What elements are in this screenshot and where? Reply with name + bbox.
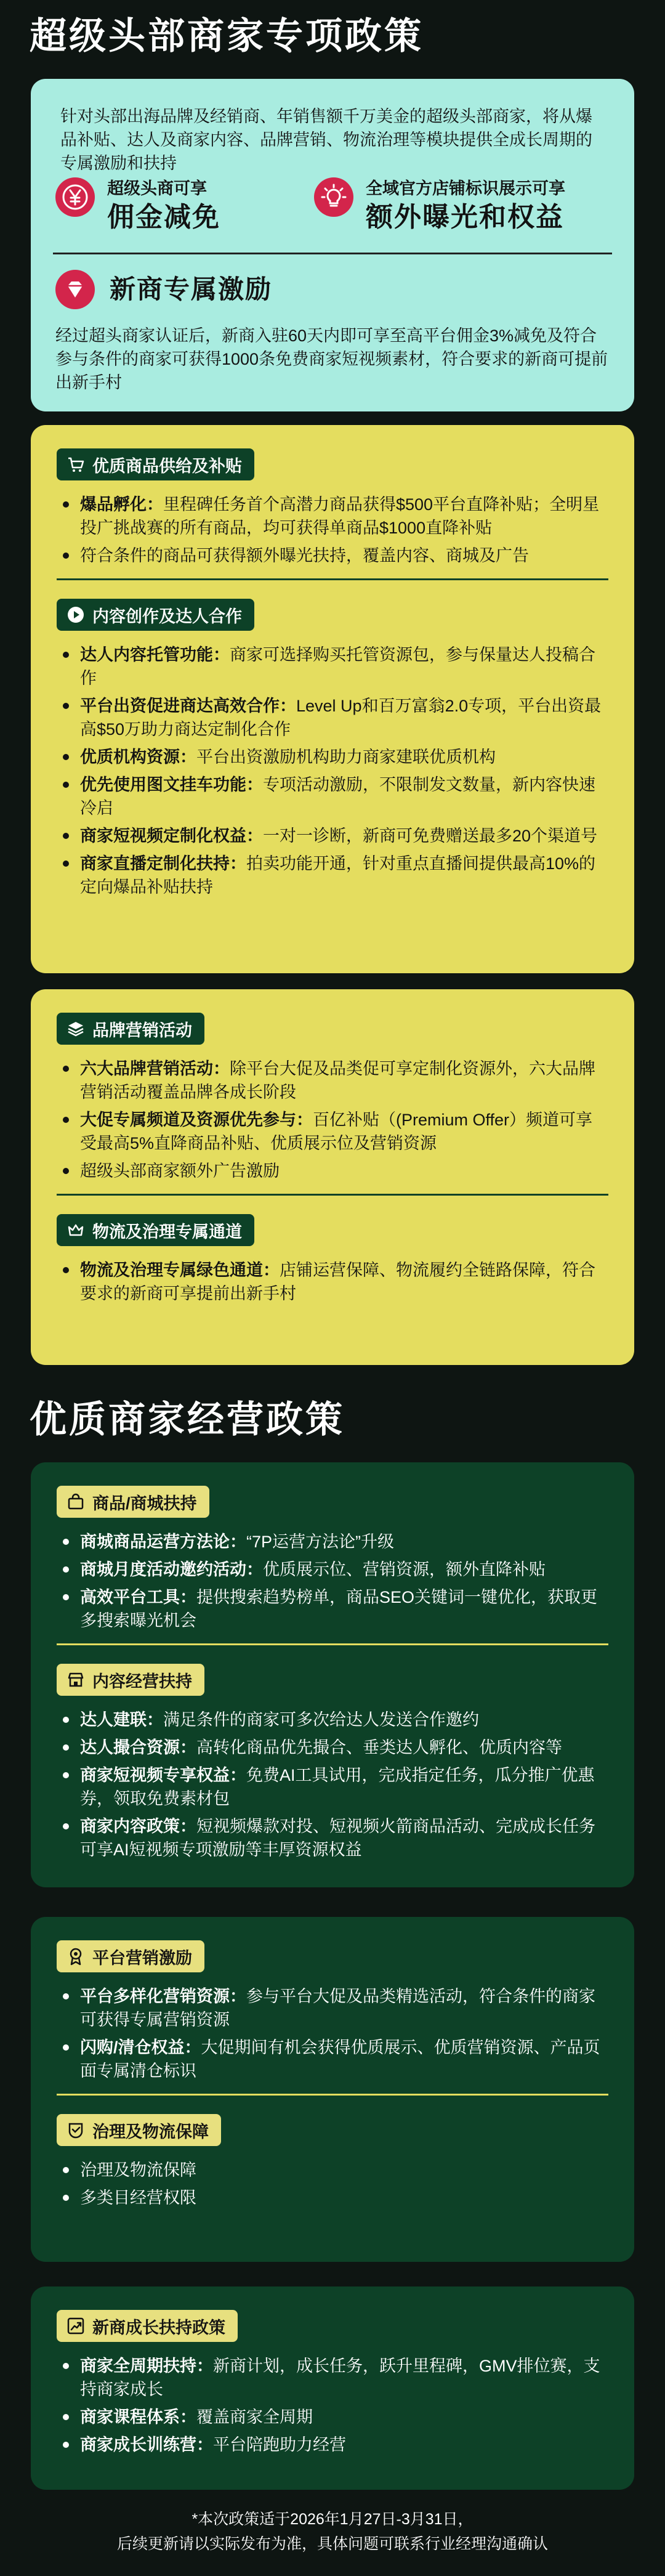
item-bold: 商家课程体系： xyxy=(80,2408,196,2426)
item-bold: 达人内容托管功能： xyxy=(80,646,230,664)
list-item xyxy=(57,2158,608,2182)
tag-label: 治理及物流保障 xyxy=(92,2122,209,2141)
tag-logistics-channel xyxy=(57,1214,254,1246)
list-item xyxy=(57,2186,608,2209)
commission-feature xyxy=(55,177,220,235)
list-item xyxy=(57,694,608,741)
newbie-growth-card xyxy=(31,2286,634,2490)
list-item xyxy=(57,1708,608,1732)
item-bold: 平台出资促进商达高效合作： xyxy=(80,697,296,715)
list-item xyxy=(57,1159,608,1183)
item-text: 覆盖商家全周期 xyxy=(196,2408,313,2426)
item-bold: 爆品孵化： xyxy=(80,495,163,514)
layers-icon xyxy=(66,1019,85,1038)
list-item xyxy=(57,1736,608,1759)
tag-newbie-growth xyxy=(57,2310,238,2342)
item-bold: 大促专属频道及资源优先参与： xyxy=(80,1111,313,1129)
award-icon xyxy=(66,1947,85,1966)
yen-coin-icon xyxy=(55,177,95,217)
tag-label: 内容创作及达人合作 xyxy=(92,607,242,626)
trend-up-icon xyxy=(66,2317,85,2335)
tag-label: 内容经营扶持 xyxy=(92,1672,192,1691)
footer-line-1: *本次政策适于2026年1月27日-3月31日， xyxy=(191,2511,474,2528)
footer-line-2: 后续更新请以实际发布为准，具体问题可联系行业经理沟通确认 xyxy=(116,2535,548,2553)
item-bold: 平台多样化营销资源： xyxy=(80,1987,246,2006)
item-text: 多类目经营权限 xyxy=(80,2189,196,2207)
bag-icon xyxy=(66,1493,85,1511)
group-platform-marketing xyxy=(57,1940,608,2083)
list-item xyxy=(57,643,608,690)
item-bold: 六大品牌营销活动： xyxy=(80,1059,230,1078)
item-text: 里程碑任务首个高潜力商品获得$500平台直降补贴；全明星投广挑战赛的所有商品，均可获得单商品$1000直降补贴 xyxy=(80,495,600,537)
tag-governance-logistics xyxy=(57,2114,221,2146)
item-text: 拍卖功能开通，针对重点直播间提供最高10%的定向爆品补贴扶持 xyxy=(80,854,596,896)
tag-content-creator xyxy=(57,599,254,631)
item-text: 新商计划，成长任务，跃升里程碑，GMV排位赛，支持商家成长 xyxy=(80,2357,600,2399)
item-text: 专项活动激励，不限制发文数量，新内容快速冷启 xyxy=(80,776,595,817)
divider xyxy=(53,253,612,254)
item-bold: 商城商品运营方法论： xyxy=(80,1533,246,1551)
list-item xyxy=(57,773,608,820)
item-text: 商家可选择购买托管资源包，参与保量达人投稿合作 xyxy=(80,646,595,687)
list-item xyxy=(57,544,608,567)
play-icon xyxy=(66,606,85,624)
list-item xyxy=(57,824,608,848)
group-content-creator xyxy=(57,599,608,899)
group-governance-logistics xyxy=(57,2114,608,2209)
tag-platform-marketing xyxy=(57,1940,204,1972)
tag-mall-support xyxy=(57,1486,209,1518)
commission-small-text: 超级头商可享 xyxy=(107,179,207,198)
tag-label: 平台营销激励 xyxy=(92,1948,192,1967)
tag-brand-marketing xyxy=(57,1013,204,1045)
tag-label: 品牌营销活动 xyxy=(92,1021,192,1040)
item-text: 除平台大促及品类促可享定制化资源外，六大品牌营销活动覆盖品牌各成长阶段 xyxy=(80,1059,595,1101)
item-text: 优质展示位、营销资源，额外直降补贴 xyxy=(263,1560,546,1579)
mall-content-card xyxy=(31,1462,634,1887)
tag-content-operation xyxy=(57,1664,204,1696)
marketing-governance-card xyxy=(31,1917,634,2262)
list-item xyxy=(57,1530,608,1553)
supply-content-card xyxy=(31,425,634,973)
shop-icon xyxy=(66,1671,85,1689)
list-item xyxy=(57,2354,608,2401)
item-text: 大促期间有机会获得优质展示、优质营销资源、产品页面专属清仓标识 xyxy=(80,2038,600,2080)
newbie-incentive-header xyxy=(55,270,272,309)
item-text: 超级头部商家额外广告激励 xyxy=(80,1162,280,1180)
item-text: 符合条件的商品可获得额外曝光扶持，覆盖内容、商城及广告 xyxy=(80,546,529,565)
item-text: Level Up和百万富翁2.0专项，平台出资最高$50万助力商达定制化合作 xyxy=(80,697,602,739)
tag-label: 新商成长扶持政策 xyxy=(92,2318,225,2337)
list-item xyxy=(57,2036,608,2083)
exposure-big-text: 额外曝光和权益 xyxy=(366,202,564,232)
divider xyxy=(57,578,608,580)
item-bold: 商家短视频专享权益： xyxy=(80,1766,246,1784)
footer-note xyxy=(0,2507,665,2556)
list-item xyxy=(57,1258,608,1305)
item-bold: 闪购/清仓权益： xyxy=(80,2038,201,2057)
item-bold: 高效平台工具： xyxy=(80,1588,196,1606)
item-bold: 商家直播定制化扶持： xyxy=(80,854,246,873)
item-text: 参与平台大促及品类精选活动，符合条件的商家可获得专属营销资源 xyxy=(80,1987,595,2029)
item-text: 治理及物流保障 xyxy=(80,2161,196,2179)
list-item xyxy=(57,1815,608,1861)
intro-text: 针对头部出海品牌及经销商、年销售额千万美金的超级头部商家，将从爆品补贴、达人及商家内容、品牌营销、物流治理等模块提供全成长周期的专属激励和扶持 xyxy=(60,107,592,172)
super-head-intro-card xyxy=(31,79,634,411)
item-text: “7P运营方法论”升级 xyxy=(246,1533,395,1551)
item-bold: 商家短视频定制化权益： xyxy=(80,827,263,845)
tag-label: 物流及治理专属通道 xyxy=(92,1222,242,1241)
item-bold: 商家成长训练营： xyxy=(80,2436,213,2454)
list-item xyxy=(57,2433,608,2457)
commission-big-text: 佣金减免 xyxy=(107,202,220,232)
item-bold: 商家内容政策： xyxy=(80,1817,196,1836)
item-bold: 商城月度活动邀约活动： xyxy=(80,1560,263,1579)
tag-supply-subsidy xyxy=(57,448,254,480)
list-item xyxy=(57,1586,608,1632)
newbie-incentive-text: 经过超头商家认证后，新商入驻60天内即可享至高平台佣金3%减免及符合参与条件的商家可获得1000条免费商家短视频素材，符合要求的新商可提前出新手村 xyxy=(55,326,608,392)
item-text: 店铺运营保障、物流履约全链路保障，符合要求的新商可享提前出新手村 xyxy=(80,1261,595,1303)
item-bold: 物流及治理专属绿色通道： xyxy=(80,1261,280,1279)
item-text: 高转化商品优先撮合、垂类达人孵化、优质内容等 xyxy=(196,1738,562,1757)
divider xyxy=(57,1194,608,1196)
divider xyxy=(57,2094,608,2096)
item-text: 平台出资激励机构助力商家建联优质机构 xyxy=(196,748,496,766)
divider xyxy=(57,1643,608,1645)
item-bold: 达人撮合资源： xyxy=(80,1738,196,1757)
group-brand-marketing xyxy=(57,1013,608,1183)
cart-icon xyxy=(66,455,85,474)
tag-label: 商品/商城扶持 xyxy=(92,1494,197,1513)
list-item xyxy=(57,2405,608,2429)
list-item xyxy=(57,1985,608,2031)
group-logistics-channel xyxy=(57,1214,608,1305)
item-bold: 优先使用图文挂车功能： xyxy=(80,776,263,794)
group-newbie-growth xyxy=(57,2310,608,2457)
item-text: 提供搜索趋势榜单，商品SEO关键词一键优化，获取更多搜索曝光机会 xyxy=(80,1588,598,1630)
list-item xyxy=(57,1764,608,1810)
exposure-feature xyxy=(314,177,565,235)
section-title-quality-merchant: 优质商家经营政策 xyxy=(30,1399,345,1440)
list-item xyxy=(57,1057,608,1104)
item-text: 短视频爆款对投、短视频火箭商品活动、完成成长任务可享AI短视频专项激励等丰厚资源权益 xyxy=(80,1817,595,1859)
brand-logistics-card xyxy=(31,989,634,1365)
item-text: 一对一诊断，新商可免费赠送最多20个渠道号 xyxy=(263,827,598,845)
item-text: 平台陪跑助力经营 xyxy=(213,2436,346,2454)
crown-icon xyxy=(66,1221,85,1239)
item-text: 百亿补贴（(Premium Offer）频道可享受最高5%直降商品补贴、优质展示位及营销资源 xyxy=(80,1111,593,1152)
list-item xyxy=(57,745,608,769)
group-mall-support xyxy=(57,1486,608,1632)
group-content-operation xyxy=(57,1664,608,1861)
item-bold: 达人建联： xyxy=(80,1711,163,1729)
group-supply-subsidy xyxy=(57,448,608,567)
diamond-icon xyxy=(55,270,95,309)
list-item xyxy=(57,852,608,899)
exposure-small-text: 全域官方店铺标识展示可享 xyxy=(366,179,565,198)
lightbulb-icon xyxy=(314,177,353,217)
section-title-super-head: 超级头部商家专项政策 xyxy=(30,15,424,57)
list-item xyxy=(57,493,608,540)
tag-label: 优质商品供给及补贴 xyxy=(92,456,242,476)
item-text: 满足条件的商家可多次给达人发送合作邀约 xyxy=(163,1711,479,1729)
list-item xyxy=(57,1108,608,1155)
shield-check-icon xyxy=(66,2121,85,2139)
newbie-incentive-title: 新商专属激励 xyxy=(110,275,273,304)
item-bold: 优质机构资源： xyxy=(80,748,196,766)
list-item xyxy=(57,1558,608,1581)
item-bold: 商家全周期扶持： xyxy=(80,2357,213,2375)
item-text: 免费AI工具试用，完成指定任务，瓜分推广优惠券，领取免费素材包 xyxy=(80,1766,595,1808)
